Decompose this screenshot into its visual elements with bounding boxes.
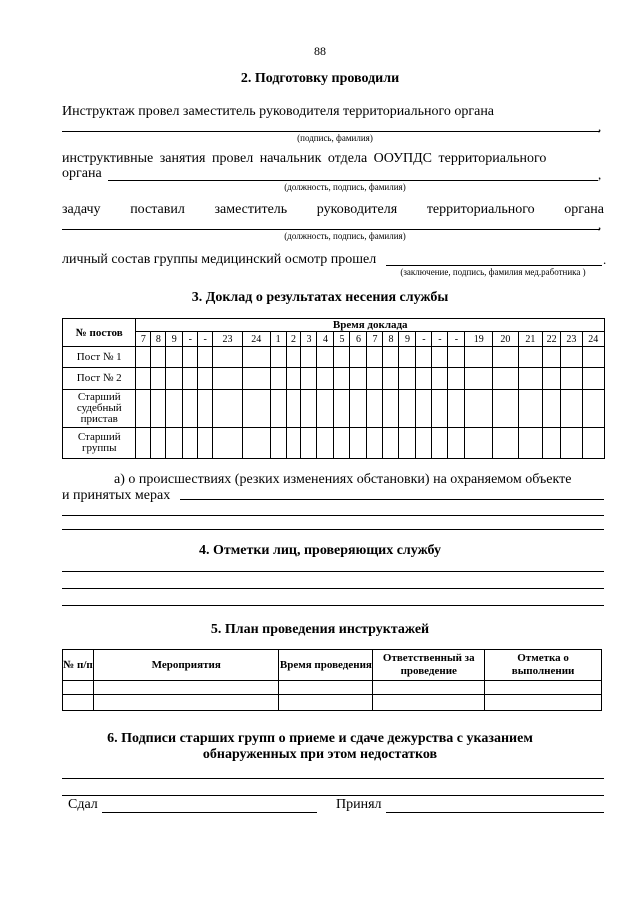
hour-cell: 3: [301, 332, 317, 347]
table-row: [63, 368, 605, 390]
table-row: [63, 347, 605, 368]
hour-cell: -: [416, 332, 432, 347]
table-row: [63, 681, 602, 695]
task-word: органа: [564, 202, 604, 217]
plan-header: Отметка о выполнении: [485, 650, 602, 681]
hour-cell: 9: [166, 332, 183, 347]
plan-header: № п/п: [63, 650, 94, 681]
comma: ,: [598, 167, 602, 182]
hour-cell: 23: [213, 332, 243, 347]
incidents-line[interactable]: [62, 529, 604, 530]
hour-cell: 22: [543, 332, 561, 347]
hour-cell: 5: [334, 332, 350, 347]
incidents-line[interactable]: [180, 499, 604, 500]
hour-cell: 6: [350, 332, 367, 347]
hour-cell: 8: [383, 332, 399, 347]
task-line-text: [62, 202, 604, 218]
hour-cell: 24: [242, 332, 270, 347]
medical-caption: (заключение, подпись, фамилия мед.работника ): [400, 267, 586, 277]
task-word: территориального: [426, 202, 535, 217]
hour-cell: -: [432, 332, 448, 347]
task-word: заместитель: [214, 202, 288, 217]
hour-cell: 23: [561, 332, 582, 347]
hour-cell: 19: [465, 332, 493, 347]
accepted-label: Принял: [336, 797, 382, 812]
briefing-caption: (подпись, фамилия): [297, 133, 373, 143]
hour-cell: 8: [151, 332, 166, 347]
comma: ,: [598, 119, 602, 134]
task-signature-line[interactable]: [62, 229, 600, 230]
section-2-title: 2. Подготовку проводили: [240, 71, 400, 86]
task-word: поставил: [130, 202, 185, 217]
incidents-text: а) о происшествиях (резких изменениях обстановки) на охраняемом объекте: [114, 472, 572, 487]
medical-signature-line[interactable]: [386, 265, 602, 266]
hour-cell: 1: [270, 332, 286, 347]
row-label: Старший судебный пристав: [63, 390, 136, 428]
accepted-signature-line[interactable]: [386, 812, 604, 813]
inspector-line[interactable]: [62, 571, 604, 572]
hour-cell: -: [448, 332, 465, 347]
briefing-signature-line[interactable]: [62, 131, 600, 132]
inspector-line[interactable]: [62, 605, 604, 606]
table-row: [63, 390, 605, 428]
task-word: руководителя: [316, 202, 398, 217]
section-5-title: 5. План проведения инструктажей: [210, 622, 430, 637]
instructive-line-text: инструктивные занятия провел начальник отдела ООУПДС территориального: [62, 151, 547, 166]
inspector-line[interactable]: [62, 588, 604, 589]
hour-cell: 2: [286, 332, 301, 347]
plan-header: Время проведения: [279, 650, 373, 681]
hour-cell: 24: [582, 332, 605, 347]
page-number: 88: [314, 44, 326, 58]
task-caption: (должность, подпись, фамилия): [284, 231, 406, 241]
hour-cell: 20: [493, 332, 519, 347]
posts-header: № постов: [63, 319, 136, 347]
handed-over-signature-line[interactable]: [102, 812, 317, 813]
plan-header: Ответственный за проведение: [373, 650, 485, 681]
hour-cell: 7: [367, 332, 383, 347]
section-6-title: 6. Подписи старших групп о приеме и сдаче дежурства с указанием: [107, 731, 533, 746]
incidents-line[interactable]: [62, 515, 604, 516]
comma: ,: [598, 217, 602, 232]
instructive-caption: (должность, подпись, фамилия): [284, 182, 406, 192]
hour-cell: 4: [317, 332, 334, 347]
medical-line-text: личный состав группы медицинский осмотр прошел: [62, 252, 377, 267]
period: .: [603, 252, 607, 267]
instructive-signature-line[interactable]: [108, 180, 598, 181]
service-report-table: [62, 318, 605, 459]
report-time-header: Время доклада: [136, 319, 605, 332]
briefing-line-text: Инструктаж провел заместитель руководителя территориального органа: [62, 104, 495, 119]
briefing-plan-table: [62, 649, 602, 711]
plan-header: Мероприятия: [93, 650, 279, 681]
task-word: задачу: [62, 202, 101, 217]
instructive-line-text-2: органа: [62, 166, 102, 181]
section-4-title: 4. Отметки лиц, проверяющих службу: [198, 543, 442, 558]
deficiencies-line[interactable]: [62, 795, 604, 796]
row-label: Старший группы: [63, 428, 136, 459]
hour-cell: 9: [399, 332, 416, 347]
section-3-title: 3. Доклад о результатах несения службы: [191, 290, 449, 305]
section-6-title-2: обнаруженных при этом недостатков: [202, 747, 438, 762]
deficiencies-line[interactable]: [62, 778, 604, 779]
hour-cell: 21: [518, 332, 542, 347]
handed-over-label: Сдал: [68, 797, 98, 812]
row-label: Пост № 1: [63, 347, 136, 368]
hour-cell: -: [183, 332, 198, 347]
table-row: [63, 695, 602, 711]
incidents-text-2: и принятых мерах: [62, 488, 171, 503]
hour-cell: -: [198, 332, 213, 347]
hour-cell: 7: [136, 332, 151, 347]
row-label: Пост № 2: [63, 368, 136, 390]
table-row: [63, 428, 605, 459]
